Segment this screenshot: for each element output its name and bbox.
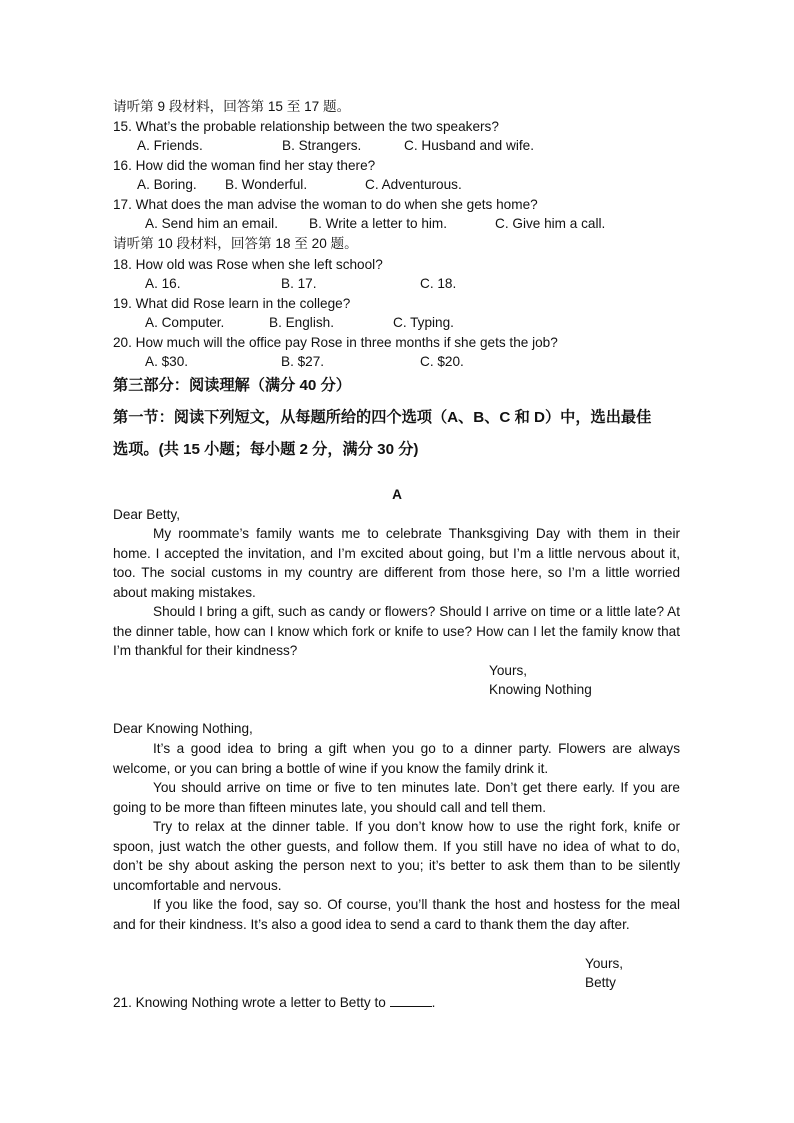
letter-2-paragraph-4: If you like the food, say so. Of course, you’ll thank the host and hostess for the meal and for their kindness. It’s also a good idea to send a card to thank them the day after. <box>113 897 680 932</box>
section-1-instruction-line-1: 第一节：阅读下列短文，从每题所给的四个选项（A、B、C 和 D）中，选出最佳 <box>113 409 652 426</box>
letter-2-greeting: Dear Knowing Nothing, <box>113 721 253 736</box>
question-15-options <box>0 136 794 156</box>
question-17: 17. What does the man advise the woman to do when she gets home? <box>113 197 538 212</box>
question-20: 20. How much will the office pay Rose in three months if she gets the job? <box>113 335 558 350</box>
passage-label: A <box>392 487 402 502</box>
question-16-options <box>0 175 794 195</box>
letter-1-greeting: Dear Betty, <box>113 507 180 522</box>
question-15: 15. What’s the probable relationship between the two speakers? <box>113 119 499 134</box>
answer-blank <box>390 994 432 1007</box>
q20-option-b: B. $27. <box>281 354 325 369</box>
q18-option-c: C. 18. <box>420 276 457 291</box>
q20-option-c: C. $20. <box>420 354 464 369</box>
question-21-stem: 21. Knowing Nothing wrote a letter to Betty to <box>113 995 386 1010</box>
letter-2-closing: Yours, <box>585 956 624 971</box>
section-9-instruction: 请听第 9 段材料，回答第 15 至 17 题。 <box>113 99 351 114</box>
question-16: 16. How did the woman find her stay there? <box>113 158 376 173</box>
question-19-options <box>0 313 794 333</box>
letter-1-closing: Yours, <box>489 663 528 678</box>
question-19: 19. What did Rose learn in the college? <box>113 296 351 311</box>
q17-option-b: B. Write a letter to him. <box>309 216 447 231</box>
letter-1-paragraph-1: My roommate’s family wants me to celebrate Thanksgiving Day with them in their home. I accepted the invitation, and I’m excited about going, but I’m a little nervous about it, too. The social customs in my country are different from those here, so I’m a little worried about making mistakes. <box>113 526 680 600</box>
section-10-instruction: 请听第 10 段材料，回答第 18 至 20 题。 <box>113 236 358 251</box>
q16-option-b: B. Wonderful. <box>225 177 308 192</box>
question-21 <box>113 993 435 1013</box>
letter-2-paragraph-3: Try to relax at the dinner table. If you don’t know how to use the right fork, knife or spoon, just watch the other guests, and follow them. If you still have no idea of what to do, don’t be shy about asking the person next to you; it’s better to ask them than to be silently uncomfortable and nervous. <box>113 819 680 893</box>
q15-option-b: B. Strangers. <box>282 138 362 153</box>
q18-option-a: A. 16. <box>145 276 181 291</box>
question-20-options <box>0 352 794 372</box>
part-3-heading: 第三部分：阅读理解（满分 40 分） <box>113 377 351 394</box>
q15-option-a: A. Friends. <box>137 138 203 153</box>
q19-option-a: A. Computer. <box>145 315 225 330</box>
question-18-options <box>0 274 794 294</box>
question-18: 18. How old was Rose when she left school? <box>113 257 383 272</box>
q19-option-c: C. Typing. <box>393 315 454 330</box>
q16-option-c: C. Adventurous. <box>365 177 462 192</box>
letter-2-paragraph-2: You should arrive on time or five to ten minutes late. Don’t get there early. If you are going to be more than fifteen minutes late, you should call and tell them. <box>113 780 680 815</box>
question-17-options <box>0 214 794 234</box>
letter-2-signature: Betty <box>585 975 616 990</box>
q18-option-b: B. 17. <box>281 276 317 291</box>
q17-option-c: C. Give him a call. <box>495 216 606 231</box>
q19-option-b: B. English. <box>269 315 334 330</box>
letter-1-paragraph-2: Should I bring a gift, such as candy or flowers? Should I arrive on time or a little late? At the dinner table, how can I know which fork or knife to use? How can I let the family know that I’m thankful for their kindness? <box>113 604 680 659</box>
question-21-period: . <box>431 995 436 1010</box>
q17-option-a: A. Send him an email. <box>145 216 278 231</box>
q15-option-c: C. Husband and wife. <box>404 138 534 153</box>
q20-option-a: A. $30. <box>145 354 189 369</box>
section-1-instruction-line-2: 选项。(共 15 小题；每小题 2 分，满分 30 分) <box>113 441 419 458</box>
letter-1-signature: Knowing Nothing <box>489 682 592 697</box>
q16-option-a: A. Boring. <box>137 177 197 192</box>
letter-2-paragraph-1: It’s a good idea to bring a gift when you go to a dinner party. Flowers are always welcome, or you can bring a bottle of wine if you know the family drink it. <box>113 741 680 776</box>
